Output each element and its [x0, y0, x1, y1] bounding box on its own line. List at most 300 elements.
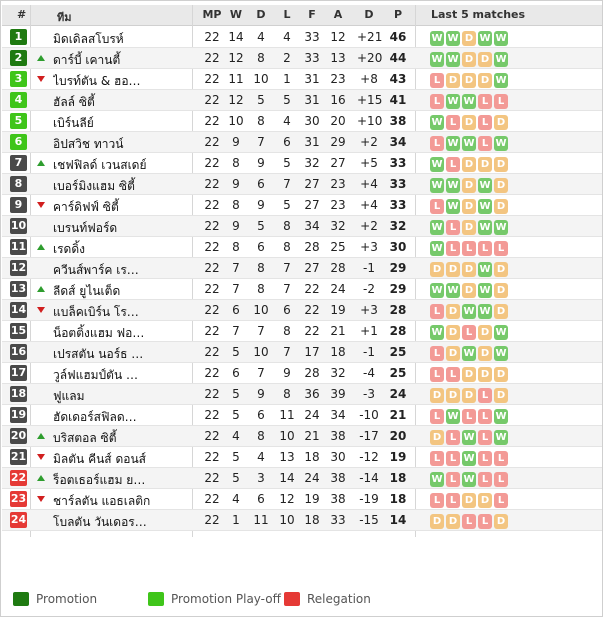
form-result-badge[interactable]: D	[430, 388, 444, 403]
rank-badge: 24	[10, 513, 27, 526]
form-result-badge[interactable]: L	[446, 472, 460, 487]
form-result-badge[interactable]: D	[462, 52, 476, 67]
cell-mp: 22	[204, 303, 220, 317]
form-result-badge[interactable]: W	[463, 348, 475, 359]
team-name-link[interactable]: แบล็คเบิร์น โร…	[53, 305, 139, 319]
form-result-badge[interactable]: D	[446, 304, 460, 319]
table-row[interactable]	[2, 384, 602, 405]
cell-wins: 11	[228, 72, 244, 86]
arrow-down-icon	[37, 202, 45, 208]
form-result-badge[interactable]: D	[478, 346, 492, 361]
form-result-badge[interactable]: W	[431, 474, 443, 485]
form-result-badge[interactable]: L	[478, 115, 492, 130]
cell-mp: 22	[204, 387, 220, 401]
form-result-badge[interactable]: D	[462, 283, 476, 298]
form-result-badge[interactable]: D	[462, 115, 476, 130]
form-result-badge[interactable]: L	[446, 430, 460, 445]
form-strip	[430, 240, 510, 255]
cell-goals-for: 27	[304, 177, 320, 191]
form-result-badge[interactable]: D	[462, 178, 476, 193]
rank-badge: 11	[10, 240, 27, 253]
cell-goals-against: 24	[330, 282, 346, 296]
cell-goals-for: 33	[304, 51, 320, 65]
table-row[interactable]	[2, 216, 602, 237]
table-row[interactable]	[2, 489, 602, 510]
rank-badge: 9	[10, 197, 27, 213]
form-result-badge[interactable]: L	[430, 451, 444, 466]
form-result-badge[interactable]: L	[494, 94, 508, 109]
form-result-badge[interactable]: D	[446, 388, 460, 403]
cell-wins: 4	[232, 429, 240, 443]
form-result-badge[interactable]: D	[494, 262, 508, 277]
cell-goals-for: 33	[304, 30, 320, 44]
cell-wins: 8	[232, 240, 240, 254]
form-result-badge[interactable]: L	[446, 157, 460, 172]
cell-losses: 9	[283, 366, 291, 380]
cell-losses: 14	[279, 471, 295, 485]
form-result-badge[interactable]: L	[446, 451, 460, 466]
rank-badge: 22	[10, 471, 27, 484]
form-result-badge[interactable]: W	[463, 453, 475, 464]
form-result-badge[interactable]: D	[446, 262, 460, 277]
form-result-badge[interactable]: W	[479, 33, 491, 44]
cell-draws: 8	[257, 51, 265, 65]
cell-goal-diff: +8	[360, 72, 378, 86]
form-result-badge[interactable]: D	[494, 388, 508, 403]
form-result-badge[interactable]: L	[494, 493, 508, 508]
cell-wins: 5	[232, 408, 240, 422]
form-strip	[430, 156, 510, 171]
table-row[interactable]	[2, 132, 602, 153]
form-result-badge[interactable]: D	[478, 367, 492, 382]
rank-badge: 23	[10, 492, 27, 505]
cell-wins: 9	[232, 219, 240, 233]
cell-wins: 5	[232, 345, 240, 359]
cell-points: 21	[389, 408, 407, 422]
form-result-badge[interactable]: D	[494, 367, 508, 382]
cell-wins: 7	[232, 324, 240, 338]
form-result-badge[interactable]: L	[478, 430, 492, 445]
form-result-badge[interactable]: D	[478, 73, 492, 88]
form-result-badge[interactable]: W	[463, 474, 475, 485]
form-strip	[430, 387, 510, 402]
team-name-link[interactable]: เปรสตัน นอร์ธ …	[53, 347, 144, 361]
form-result-badge[interactable]: W	[495, 33, 507, 44]
form-result-badge[interactable]: D	[462, 220, 476, 235]
cell-mp: 22	[204, 282, 220, 296]
header-pts[interactable]: P	[393, 8, 403, 21]
cell-wins: 7	[232, 261, 240, 275]
team-name-link[interactable]: โบลตัน วันเดอร…	[53, 515, 147, 529]
form-result-badge[interactable]: W	[431, 327, 443, 338]
rank-badge: 2	[10, 50, 27, 66]
team-name-link[interactable]: เบรนท์ฟอร์ด	[53, 221, 118, 235]
cell-wins: 10	[228, 114, 244, 128]
form-result-badge[interactable]: D	[494, 157, 508, 172]
cell-mp: 22	[204, 366, 220, 380]
cell-draws: 8	[257, 261, 265, 275]
table-row[interactable]	[2, 279, 602, 300]
table-row[interactable]	[2, 258, 602, 279]
cell-losses: 6	[283, 303, 291, 317]
header-d[interactable]: D	[256, 8, 266, 21]
header-l[interactable]: L	[283, 8, 291, 21]
cell-wins: 12	[228, 93, 244, 107]
form-result-badge[interactable]: W	[447, 201, 459, 212]
form-result-badge[interactable]: L	[478, 451, 492, 466]
form-result-badge[interactable]: L	[430, 94, 444, 109]
team-name-link[interactable]: ฟูแลม	[53, 389, 85, 403]
form-result-badge[interactable]: D	[478, 493, 492, 508]
cell-goals-against: 27	[330, 156, 346, 170]
form-result-badge[interactable]: L	[462, 325, 476, 340]
form-result-badge[interactable]: D	[462, 262, 476, 277]
cell-losses: 4	[283, 30, 291, 44]
form-strip	[430, 114, 510, 129]
header-a[interactable]: A	[333, 8, 343, 21]
form-result-badge[interactable]: W	[431, 285, 443, 296]
form-result-badge[interactable]: D	[430, 514, 444, 529]
form-result-badge[interactable]: W	[431, 159, 443, 170]
arrow-down-icon	[37, 307, 45, 313]
cell-goals-against: 38	[330, 492, 346, 506]
form-result-badge[interactable]: W	[479, 306, 491, 317]
cell-losses: 5	[283, 198, 291, 212]
cell-draws: 4	[257, 30, 265, 44]
team-name-link[interactable]: เบอร์มิงแฮม ซิตี้	[53, 179, 135, 193]
cell-mp: 22	[204, 471, 220, 485]
header-mp[interactable]: MP	[202, 8, 222, 21]
form-result-badge[interactable]: D	[494, 115, 508, 130]
team-name-link[interactable]: อิปสวิช ทาวน์	[53, 137, 124, 151]
form-result-badge[interactable]: L	[430, 346, 444, 361]
cell-points: 33	[389, 177, 407, 191]
cell-goal-diff: +5	[360, 156, 378, 170]
form-result-badge[interactable]: W	[479, 201, 491, 212]
form-result-badge[interactable]: L	[478, 514, 492, 529]
form-result-badge[interactable]: W	[447, 96, 459, 107]
form-strip	[430, 450, 510, 465]
cell-losses: 5	[283, 156, 291, 170]
form-result-badge[interactable]: L	[430, 409, 444, 424]
form-result-badge[interactable]: D	[494, 199, 508, 214]
cell-goals-for: 24	[304, 471, 320, 485]
form-result-badge[interactable]: D	[494, 283, 508, 298]
table-row[interactable]	[2, 195, 602, 216]
form-strip	[430, 492, 510, 507]
cell-wins: 1	[232, 513, 240, 527]
form-strip	[430, 471, 510, 486]
team-name-link[interactable]: น็อตติ้งแฮม ฟอ…	[53, 326, 145, 340]
rank-badge: 15	[10, 324, 27, 337]
cell-goal-diff: -10	[359, 408, 379, 422]
form-result-badge[interactable]: W	[431, 243, 443, 254]
cell-goals-against: 20	[330, 114, 346, 128]
table-row[interactable]	[2, 447, 602, 468]
form-result-badge[interactable]: L	[462, 241, 476, 256]
header-f[interactable]: F	[308, 8, 316, 21]
cell-wins: 5	[232, 450, 240, 464]
form-result-badge[interactable]: D	[446, 325, 460, 340]
cell-goal-diff: +4	[360, 198, 378, 212]
header-team[interactable]: ทีม	[57, 11, 72, 24]
form-result-badge[interactable]: L	[430, 304, 444, 319]
team-name-link[interactable]: ชาร์ลตัน แอธเลติก	[53, 494, 151, 508]
form-result-badge[interactable]: L	[446, 241, 460, 256]
cell-losses: 7	[283, 282, 291, 296]
form-strip	[430, 282, 510, 297]
table-row[interactable]	[2, 111, 602, 132]
team-name-link[interactable]: เรดดิ้ง	[53, 242, 85, 256]
form-result-badge[interactable]: W	[495, 327, 507, 338]
form-result-badge[interactable]: D	[494, 304, 508, 319]
form-result-badge[interactable]: L	[478, 94, 492, 109]
form-result-badge[interactable]: W	[479, 285, 491, 296]
cell-losses: 4	[283, 114, 291, 128]
form-result-badge[interactable]: W	[463, 138, 475, 149]
cell-losses: 5	[283, 93, 291, 107]
cell-wins: 12	[228, 51, 244, 65]
form-result-badge[interactable]: D	[462, 73, 476, 88]
cell-goal-diff: -3	[363, 387, 375, 401]
team-name-link[interactable]: ดาร์บี้ เคานตี้	[53, 53, 121, 67]
rank-badge: 13	[10, 282, 27, 295]
table-row[interactable]	[2, 426, 602, 447]
cell-goal-diff: +15	[357, 93, 383, 107]
arrow-up-icon	[37, 244, 45, 250]
form-result-badge[interactable]: D	[446, 514, 460, 529]
cell-wins: 8	[232, 198, 240, 212]
form-result-badge[interactable]: D	[462, 157, 476, 172]
team-name-link[interactable]: ฮัลล์ ซิตี้	[53, 95, 95, 109]
form-result-badge[interactable]: L	[446, 367, 460, 382]
form-result-badge[interactable]: W	[495, 222, 507, 233]
cell-draws: 6	[257, 240, 265, 254]
rank-badge: 19	[10, 408, 27, 421]
form-result-badge[interactable]: W	[479, 222, 491, 233]
form-result-badge[interactable]: W	[447, 411, 459, 422]
form-result-badge[interactable]: L	[494, 241, 508, 256]
cell-mp: 22	[204, 135, 220, 149]
cell-losses: 7	[283, 345, 291, 359]
team-name-link[interactable]: ร็อตเธอร์แฮม ย…	[53, 473, 146, 487]
form-result-badge[interactable]: L	[494, 451, 508, 466]
arrow-up-icon	[37, 286, 45, 292]
cell-points: 33	[389, 156, 407, 170]
team-name-link[interactable]: คาร์ดิฟฟ์ ซิตี้	[53, 200, 119, 214]
form-result-badge[interactable]: L	[446, 493, 460, 508]
form-result-badge[interactable]: D	[462, 199, 476, 214]
cell-draws: 7	[257, 324, 265, 338]
cell-draws: 7	[257, 135, 265, 149]
cell-points: 25	[389, 366, 407, 380]
team-name-link[interactable]: มิดเดิลสโบรห์	[53, 32, 124, 46]
cell-goals-for: 17	[304, 345, 320, 359]
form-result-badge[interactable]: D	[478, 157, 492, 172]
form-result-badge[interactable]: W	[463, 306, 475, 317]
form-result-badge[interactable]: L	[430, 199, 444, 214]
table-row[interactable]	[2, 69, 602, 90]
form-result-badge[interactable]: W	[447, 138, 459, 149]
rank-badge: 18	[10, 387, 27, 400]
cell-wins: 7	[232, 282, 240, 296]
table-row[interactable]	[2, 174, 602, 195]
cell-goal-diff: -17	[359, 429, 379, 443]
form-result-badge[interactable]: W	[479, 264, 491, 275]
form-result-badge[interactable]: L	[430, 367, 444, 382]
form-result-badge[interactable]: D	[462, 388, 476, 403]
rank-badge: 5	[10, 113, 27, 129]
form-result-badge[interactable]: L	[430, 493, 444, 508]
table-row[interactable]	[2, 342, 602, 363]
form-result-badge[interactable]: D	[446, 73, 460, 88]
table-row[interactable]	[2, 90, 602, 111]
table-row[interactable]	[2, 153, 602, 174]
cell-goal-diff: +3	[360, 303, 378, 317]
cell-losses: 8	[283, 240, 291, 254]
form-result-badge[interactable]: W	[479, 180, 491, 191]
form-result-badge[interactable]: L	[430, 73, 444, 88]
cell-goals-for: 27	[304, 198, 320, 212]
table-row[interactable]	[2, 300, 602, 321]
form-result-badge[interactable]: W	[463, 96, 475, 107]
team-name-link[interactable]: เชฟฟิลด์ เวนสเดย์	[53, 158, 147, 172]
form-result-badge[interactable]: W	[447, 180, 459, 191]
form-result-badge[interactable]: W	[431, 54, 443, 65]
header-form: Last 5 matches	[431, 8, 526, 21]
cell-goal-diff: +2	[360, 219, 378, 233]
form-result-badge[interactable]: L	[430, 136, 444, 151]
header-rank: #	[17, 8, 27, 21]
legend-label: Promotion	[36, 592, 98, 606]
table-row[interactable]	[2, 27, 602, 48]
cell-draws: 10	[253, 72, 269, 86]
cell-points: 28	[389, 303, 407, 317]
cell-goals-against: 32	[330, 366, 346, 380]
team-name-link[interactable]: เบิร์นลีย์	[53, 116, 94, 130]
cell-goals-against: 16	[330, 93, 346, 107]
form-result-badge[interactable]: D	[462, 367, 476, 382]
cell-goals-for: 19	[304, 492, 320, 506]
table-row[interactable]	[2, 237, 602, 258]
cell-goal-diff: -1	[363, 345, 375, 359]
form-strip	[430, 429, 510, 444]
cell-goal-diff: +21	[357, 30, 383, 44]
cell-goals-for: 22	[304, 282, 320, 296]
form-result-badge[interactable]: W	[431, 117, 443, 128]
cell-mp: 22	[204, 324, 220, 338]
form-result-badge[interactable]: W	[431, 222, 443, 233]
form-strip	[430, 513, 510, 528]
form-result-badge[interactable]: W	[447, 33, 459, 44]
team-name-link[interactable]: วูล์ฟแฮมป์ตัน …	[53, 368, 138, 382]
cell-points: 18	[389, 492, 407, 506]
form-result-badge[interactable]: D	[494, 514, 508, 529]
form-result-badge[interactable]: D	[430, 430, 444, 445]
team-name-link[interactable]: ไบรท์ตัน & ฮอ…	[53, 74, 141, 88]
cell-goals-for: 30	[304, 114, 320, 128]
form-result-badge[interactable]: D	[462, 31, 476, 46]
form-result-badge[interactable]: L	[446, 115, 460, 130]
form-result-badge[interactable]: D	[478, 52, 492, 67]
team-name-link[interactable]: ควีนส์พาร์ค เร…	[53, 263, 139, 277]
table-row[interactable]	[2, 321, 602, 342]
form-result-badge[interactable]: W	[431, 180, 443, 191]
form-result-badge[interactable]: W	[495, 411, 507, 422]
cell-draws: 5	[257, 93, 265, 107]
form-result-badge[interactable]: D	[446, 346, 460, 361]
form-result-badge[interactable]: L	[494, 472, 508, 487]
team-name-link[interactable]: ลีดส์ ยูไนเต็ด	[53, 284, 121, 298]
cell-losses: 8	[283, 219, 291, 233]
form-result-badge[interactable]: W	[463, 432, 475, 443]
team-name-link[interactable]: บริสตอล ซิตี้	[53, 431, 117, 445]
cell-losses: 11	[279, 408, 295, 422]
cell-points: 34	[389, 135, 407, 149]
cell-losses: 8	[283, 387, 291, 401]
cell-wins: 5	[232, 387, 240, 401]
form-result-badge[interactable]: D	[462, 493, 476, 508]
cell-goal-diff: -12	[359, 450, 379, 464]
team-name-link[interactable]: ฮัดเดอร์สฟิลด…	[53, 410, 137, 424]
cell-mp: 22	[204, 450, 220, 464]
form-result-badge[interactable]: W	[447, 285, 459, 296]
cell-draws: 3	[257, 471, 265, 485]
form-result-badge[interactable]: L	[478, 241, 492, 256]
form-result-badge[interactable]: W	[495, 432, 507, 443]
header-gd[interactable]: D	[364, 8, 374, 21]
cell-mp: 22	[204, 345, 220, 359]
form-result-badge[interactable]: L	[478, 388, 492, 403]
form-result-badge[interactable]: L	[462, 409, 476, 424]
form-result-badge[interactable]: D	[494, 178, 508, 193]
form-result-badge[interactable]: W	[495, 348, 507, 359]
table-row[interactable]	[2, 510, 602, 531]
form-result-badge[interactable]: L	[462, 514, 476, 529]
form-result-badge[interactable]: D	[430, 262, 444, 277]
cell-points: 32	[389, 219, 407, 233]
team-name-link[interactable]: มิลตัน คีนส์ ดอนส์	[53, 452, 146, 466]
table-row[interactable]	[2, 363, 602, 384]
form-result-badge[interactable]: L	[478, 472, 492, 487]
form-result-badge[interactable]: W	[495, 138, 507, 149]
table-row[interactable]	[2, 48, 602, 69]
cell-points: 29	[389, 261, 407, 275]
form-result-badge[interactable]: W	[431, 33, 443, 44]
header-w[interactable]: W	[229, 8, 243, 21]
form-result-badge[interactable]: D	[478, 325, 492, 340]
cell-points: 28	[389, 324, 407, 338]
form-result-badge[interactable]: L	[446, 220, 460, 235]
table-row[interactable]	[2, 405, 602, 426]
cell-wins: 8	[232, 156, 240, 170]
cell-goals-against: 13	[330, 51, 346, 65]
rank-badge: 21	[10, 450, 27, 463]
form-result-badge[interactable]: W	[495, 54, 507, 65]
form-result-badge[interactable]: W	[447, 54, 459, 65]
cell-mp: 22	[204, 219, 220, 233]
form-result-badge[interactable]: W	[495, 75, 507, 86]
cell-points: 44	[389, 51, 407, 65]
cell-losses: 2	[283, 51, 291, 65]
cell-goals-against: 32	[330, 219, 346, 233]
form-result-badge[interactable]: L	[478, 409, 492, 424]
cell-goals-against: 34	[330, 408, 346, 422]
form-result-badge[interactable]: L	[478, 136, 492, 151]
table-row[interactable]	[2, 468, 602, 489]
cell-goal-diff: -1	[363, 261, 375, 275]
cell-goal-diff: +10	[357, 114, 383, 128]
